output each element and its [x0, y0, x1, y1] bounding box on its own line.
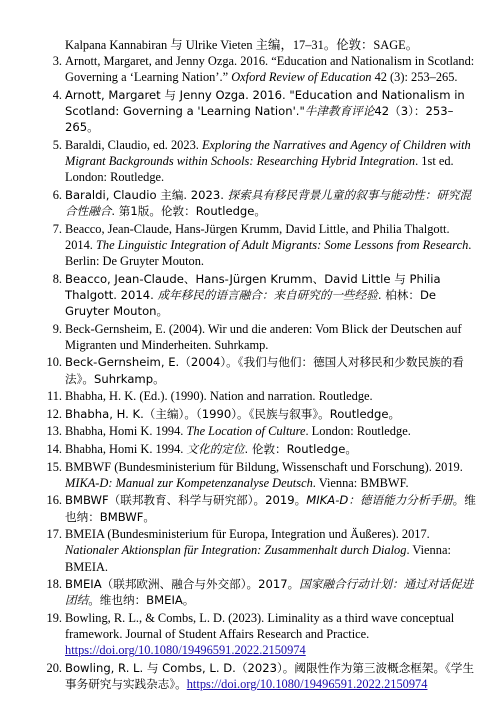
- reference-text: 42 (3): 253–265.: [371, 70, 458, 85]
- reference-number: 9.: [52, 321, 62, 336]
- reference-item: [0, 221, 500, 270]
- reference-text: 42（3）：253–265。: [65, 104, 454, 135]
- reference-title: MIKA-D：德语能力分析手册: [306, 493, 453, 508]
- reference-text: Baraldi, Claudio 主编. 2023.: [65, 187, 228, 202]
- reference-title: 国家融合行动计划：通过对话促进团结: [65, 577, 474, 608]
- doi-link[interactable]: https://doi.org/10.1080/19496591.2022.2150974: [65, 643, 306, 658]
- reference-number: 4.: [52, 87, 62, 102]
- reference-text: . Berlin: De Gruyter Mouton.: [65, 237, 472, 268]
- reference-number: 6.: [52, 187, 62, 202]
- reference-item: [0, 53, 500, 85]
- reference-text: . London: Routledge.: [305, 424, 411, 439]
- reference-number: 14.: [46, 441, 62, 456]
- reference-item: [0, 492, 500, 524]
- reference-number: 19.: [46, 610, 62, 625]
- reference-text: . 1st ed. London: Routledge.: [65, 154, 454, 185]
- reference-text: Beck-Gernsheim, E.（2004）。《我们与他们：德国人对移民和少数民族的看法》。Suhrkamp。: [65, 355, 464, 386]
- reference-item: [0, 610, 500, 659]
- reference-text: Beck-Gernsheim, E. (2004). Wir und die anderen: Vom Blick der Deutschen auf Migranten und Minderheiten. Suhrkamp.: [65, 321, 462, 352]
- reference-number: 3.: [52, 54, 62, 68]
- reference-text: Arnott, Margaret 与 Jenny Ozga. 2016. "Education and Nationalism in Scotland: Governing a 'Learning Nation'.": [65, 87, 465, 118]
- reference-text: 。维也纳：BMBWF。: [65, 493, 476, 524]
- reference-text: BMEIA（联邦欧洲、融合与外交部）。2017。: [65, 577, 300, 592]
- reference-text: . Vienna: BMEIA.: [65, 543, 451, 574]
- reference-text: Bhabha, Homi K. 1994.: [65, 441, 187, 456]
- reference-item: [0, 660, 500, 692]
- reference-text: Bhabha, H. K.（主编）。（1990）。《民族与叙事》。Routledge。: [65, 406, 401, 421]
- reference-title: The Linguistic Integration of Adult Migrants: Some Lessons from Research: [95, 237, 469, 252]
- reference-text: BMBWF（联邦教育、科学与研究部）。2019。: [65, 493, 307, 508]
- reference-item: [0, 441, 500, 457]
- reference-text: Arnott, Margaret, and Jenny Ozga. 2016. “Education and Nationalism in Scotland: Governing a ‘Learning Nation’.”: [65, 54, 475, 85]
- reference-number: 15.: [46, 459, 62, 474]
- reference-number: 8.: [52, 271, 62, 286]
- reference-text: Bowling, R. L., & Combs, L. D. (2023). Liminality as a third wave conceptual framework. Journal of Student Affairs Research and Practice.: [65, 610, 455, 642]
- reference-number: 10.: [46, 355, 62, 370]
- reference-item: [0, 526, 500, 575]
- reference-number: 18.: [46, 577, 62, 592]
- reference-title: 成年移民的语言融合：来自研究的一些经验: [157, 287, 378, 302]
- reference-text: Beacco, Jean-Claude, Hans-Jürgen Krumm, David Little, and Philia Thalgott. 2014.: [65, 221, 450, 252]
- reference-number: 5.: [52, 137, 62, 152]
- reference-item: [0, 354, 500, 386]
- reference-title: 牛津教育评论: [304, 104, 375, 118]
- reference-number: 13.: [46, 424, 62, 439]
- reference-text: Bowling, R. L. 与 Combs, L. D.（2023）。阈限性作为第三波概念框架。《学生事务研究与实践杂志》。: [65, 660, 475, 692]
- reference-text: Bhabha, Homi K. 1994.: [65, 424, 187, 439]
- reference-list: [0, 53, 500, 694]
- reference-text: 。维也纳：BMEIA。: [88, 593, 195, 608]
- reference-text: Bhabha, H. K. (Ed.). (1990). Nation and narration. Routledge.: [65, 389, 373, 404]
- reference-item: [0, 187, 500, 219]
- reference-text: . 伦敦：Routledge。: [244, 441, 357, 456]
- reference-text: Baraldi, Claudio, ed. 2023.: [65, 137, 202, 152]
- reference-item: [0, 423, 500, 439]
- reference-number: 7.: [52, 221, 62, 236]
- doi-link[interactable]: https://doi.org/10.1080/19496591.2022.2150974: [186, 677, 428, 692]
- reference-number: 11.: [46, 389, 62, 404]
- reference-number: 20.: [46, 660, 62, 675]
- reference-continuation: Kalpana Kannabiran 与 Ulrike Vieten 主编，17–31。伦敦：SAGE。: [65, 38, 419, 52]
- reference-title: Oxford Review of Education: [231, 70, 372, 85]
- reference-item: [0, 271, 500, 320]
- reference-title: Nationaler Aktionsplan für Integration: Zusammenhalt durch Dialog: [65, 543, 407, 558]
- reference-title: 文化的定位: [186, 441, 245, 456]
- reference-item: [0, 388, 500, 404]
- reference-title: 探索具有移民背景儿童的叙事与能动性：研究混合性融合: [65, 187, 472, 218]
- reference-item: [0, 459, 500, 491]
- reference-title: MIKA-D: Manual zur Kompetenzanalyse Deutsch: [65, 475, 313, 490]
- reference-text: . 第1版。伦敦：Routledge。: [111, 204, 267, 218]
- reference-title: Exploring the Narratives and Agency of Children with Migrant Backgrounds within Schools: Researching Hybrid Integration: [65, 137, 471, 168]
- reference-title: The Location of Culture: [186, 424, 306, 439]
- reference-text: BMBWF (Bundesministerium für Bildung, Wissenschaft und Forschung). 2019.: [65, 459, 463, 474]
- reference-text: . Vienna: BMBWF.: [312, 475, 409, 490]
- reference-item: [0, 406, 500, 422]
- reference-text: . 柏林：De Gruyter Mouton。: [65, 287, 437, 318]
- reference-number: 16.: [46, 493, 62, 508]
- reference-item: [0, 576, 500, 608]
- reference-item: [0, 137, 500, 186]
- reference-number: 17.: [46, 527, 62, 542]
- reference-item: [0, 321, 500, 353]
- reference-text: Beacco, Jean-Claude、Hans-Jürgen Krumm、David Little 与 Philia Thalgott. 2014.: [65, 271, 441, 302]
- reference-number: 12.: [46, 406, 62, 421]
- reference-text: BMEIA (Bundesministerium für Europa, Integration und Äußeres). 2017.: [65, 527, 430, 542]
- reference-item: [0, 87, 500, 136]
